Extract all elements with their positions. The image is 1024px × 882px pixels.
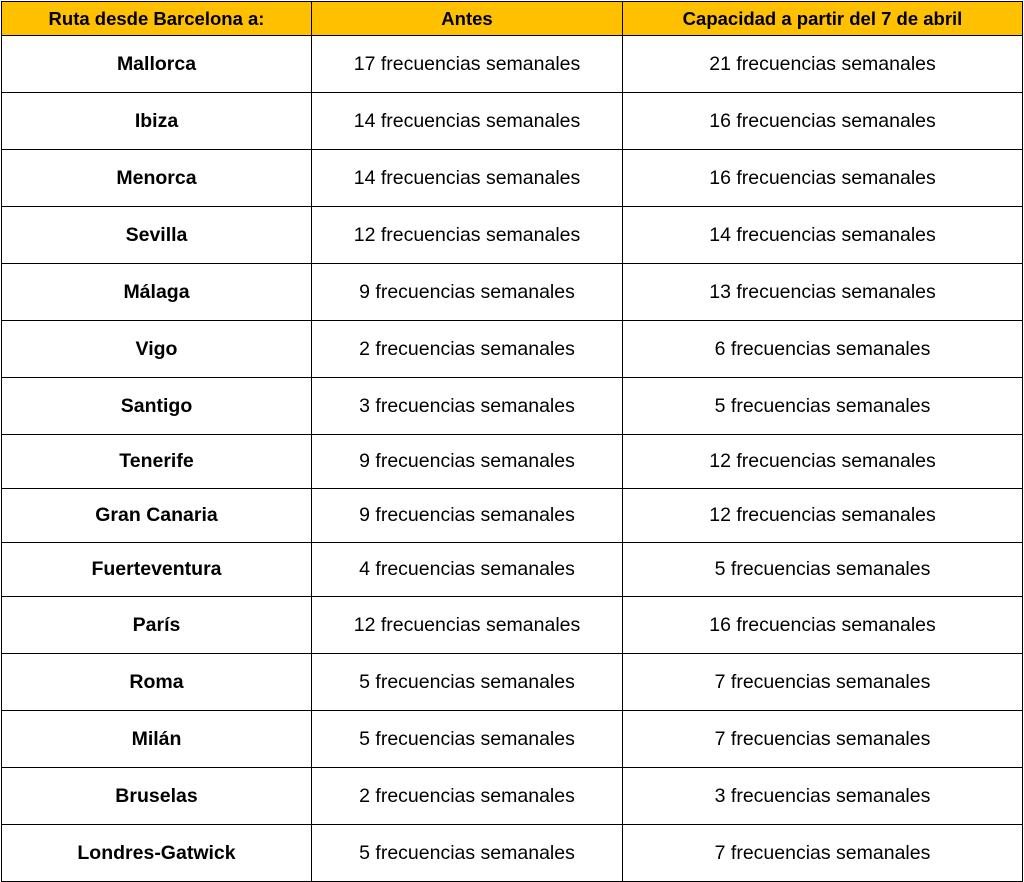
after-cell: 12 frecuencias semanales	[623, 489, 1023, 543]
after-cell: 12 frecuencias semanales	[623, 435, 1023, 489]
before-cell: 5 frecuencias semanales	[312, 654, 623, 711]
before-cell: 9 frecuencias semanales	[312, 489, 623, 543]
before-cell: 3 frecuencias semanales	[312, 378, 623, 435]
route-cell: Milán	[2, 711, 312, 768]
table-row	[2, 597, 1023, 654]
header-row	[2, 2, 1023, 36]
table-header	[2, 2, 1023, 36]
header-before: Antes	[312, 2, 623, 36]
after-cell: 7 frecuencias semanales	[623, 825, 1023, 882]
before-cell: 5 frecuencias semanales	[312, 825, 623, 882]
header-route: Ruta desde Barcelona a:	[2, 2, 312, 36]
table-row	[2, 207, 1023, 264]
before-cell: 9 frecuencias semanales	[312, 264, 623, 321]
table-row	[2, 435, 1023, 489]
before-cell: 2 frecuencias semanales	[312, 321, 623, 378]
table-row	[2, 825, 1023, 882]
before-cell: 17 frecuencias semanales	[312, 36, 623, 93]
table-body	[2, 36, 1023, 882]
table-row	[2, 543, 1023, 597]
after-cell: 16 frecuencias semanales	[623, 93, 1023, 150]
table-row	[2, 489, 1023, 543]
route-cell: Ibiza	[2, 93, 312, 150]
after-cell: 5 frecuencias semanales	[623, 543, 1023, 597]
route-cell: Bruselas	[2, 768, 312, 825]
after-cell: 13 frecuencias semanales	[623, 264, 1023, 321]
table-row	[2, 150, 1023, 207]
route-cell: Mallorca	[2, 36, 312, 93]
after-cell: 6 frecuencias semanales	[623, 321, 1023, 378]
before-cell: 9 frecuencias semanales	[312, 435, 623, 489]
before-cell: 12 frecuencias semanales	[312, 597, 623, 654]
table-row	[2, 321, 1023, 378]
table-row	[2, 264, 1023, 321]
route-cell: Fuerteventura	[2, 543, 312, 597]
before-cell: 2 frecuencias semanales	[312, 768, 623, 825]
route-cell: Málaga	[2, 264, 312, 321]
header-after: Capacidad a partir del 7 de abril	[623, 2, 1023, 36]
before-cell: 4 frecuencias semanales	[312, 543, 623, 597]
after-cell: 3 frecuencias semanales	[623, 768, 1023, 825]
route-cell: Tenerife	[2, 435, 312, 489]
after-cell: 21 frecuencias semanales	[623, 36, 1023, 93]
after-cell: 14 frecuencias semanales	[623, 207, 1023, 264]
before-cell: 14 frecuencias semanales	[312, 93, 623, 150]
route-cell: París	[2, 597, 312, 654]
before-cell: 12 frecuencias semanales	[312, 207, 623, 264]
before-cell: 5 frecuencias semanales	[312, 711, 623, 768]
before-cell: 14 frecuencias semanales	[312, 150, 623, 207]
table-row	[2, 93, 1023, 150]
after-cell: 7 frecuencias semanales	[623, 654, 1023, 711]
route-cell: Roma	[2, 654, 312, 711]
after-cell: 5 frecuencias semanales	[623, 378, 1023, 435]
routes-table	[1, 1, 1023, 882]
route-cell: Menorca	[2, 150, 312, 207]
route-cell: Santigo	[2, 378, 312, 435]
table-row	[2, 768, 1023, 825]
after-cell: 16 frecuencias semanales	[623, 597, 1023, 654]
table-row	[2, 378, 1023, 435]
table-row	[2, 711, 1023, 768]
route-cell: Vigo	[2, 321, 312, 378]
route-cell: Sevilla	[2, 207, 312, 264]
after-cell: 16 frecuencias semanales	[623, 150, 1023, 207]
table-row	[2, 36, 1023, 93]
table-row	[2, 654, 1023, 711]
after-cell: 7 frecuencias semanales	[623, 711, 1023, 768]
route-cell: Gran Canaria	[2, 489, 312, 543]
route-cell: Londres-Gatwick	[2, 825, 312, 882]
